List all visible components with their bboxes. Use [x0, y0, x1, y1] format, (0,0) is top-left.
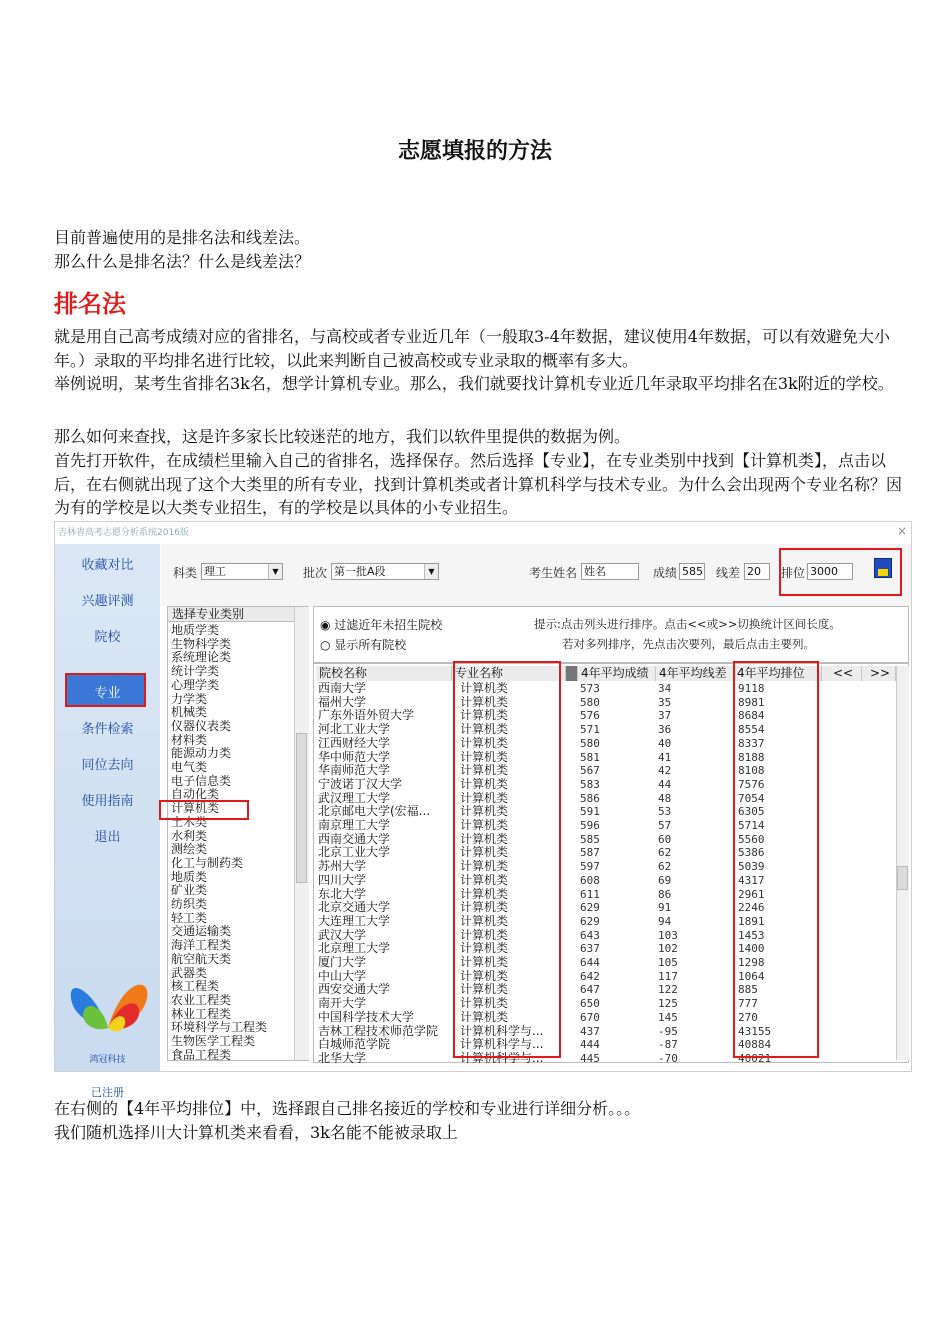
cell-avg-diff: 125	[658, 997, 678, 1011]
cell-avg-rank: 8684	[738, 709, 765, 723]
cell-major: 计算机类	[460, 708, 509, 723]
cell-avg-score: 580	[580, 695, 600, 709]
registered-status: 已注册	[91, 1086, 124, 1099]
cell-school: 宁波诺丁汉大学	[318, 776, 403, 791]
nav-exit[interactable]: 退出	[94, 830, 121, 845]
col-avg-diff[interactable]: 4年平均线差	[656, 666, 734, 681]
col-avg-score[interactable]: 4年平均成绩	[578, 666, 656, 681]
category-item[interactable]: 自动化类	[171, 787, 220, 802]
category-item[interactable]: 电子信息类	[171, 773, 232, 788]
cell-avg-rank: 5714	[738, 819, 765, 832]
cell-avg-score: 629	[580, 901, 600, 915]
cell-avg-rank: 7054	[738, 791, 765, 805]
cell-avg-diff: 62	[658, 846, 672, 860]
cell-avg-score: 445	[580, 1051, 600, 1065]
cell-avg-score: 596	[580, 819, 600, 832]
category-item[interactable]: 武器类	[171, 965, 208, 980]
results-grid	[313, 663, 909, 1063]
cell-avg-score: 567	[580, 764, 600, 778]
cell-major: 计算机类	[460, 763, 509, 778]
cell-major: 计算机类	[460, 735, 509, 750]
cell-avg-score: 583	[580, 777, 600, 791]
cell-avg-diff: 117	[658, 969, 678, 983]
cell-school: 河北工业大学	[318, 722, 391, 737]
cell-major: 计算机类	[460, 1009, 509, 1024]
cell-avg-diff: -87	[658, 1038, 678, 1052]
category-item[interactable]: 力学类	[171, 691, 208, 706]
cell-major: 计算机类	[460, 776, 509, 791]
cell-avg-score: 581	[580, 750, 600, 764]
cell-school: 福州大学	[318, 694, 367, 709]
cell-avg-rank: 8981	[738, 695, 765, 709]
category-item[interactable]: 统计学类	[171, 664, 220, 679]
subject-label: 科类	[173, 566, 198, 580]
cell-avg-rank: 5386	[738, 846, 765, 860]
save-icon[interactable]	[874, 558, 892, 578]
left-nav	[55, 544, 160, 1099]
chevron-down-icon: ▼	[268, 564, 282, 579]
cell-school: 苏州大学	[318, 859, 367, 874]
window-title: 吉林省高考志愿分析系统2016版	[55, 522, 911, 544]
category-item[interactable]: 水利类	[171, 828, 208, 843]
cell-avg-score: 611	[580, 887, 600, 901]
cell-avg-score: 587	[580, 846, 600, 860]
category-item[interactable]: 土木类	[171, 814, 208, 829]
cell-avg-score: 586	[580, 791, 600, 805]
cell-school: 西南大学	[318, 681, 367, 695]
batch-label: 批次	[303, 566, 328, 580]
cell-school: 白城师范学院	[318, 1037, 391, 1052]
category-item[interactable]: 纺织类	[171, 897, 208, 911]
cell-school: 北华大学	[318, 1050, 367, 1065]
score-field[interactable]: 585	[679, 563, 705, 580]
computer-category-highlight	[159, 800, 249, 820]
after-line-1: 在右侧的【4年平均排位】中，选择跟自己排名接近的学校和专业进行详细分析。。。	[54, 1099, 641, 1118]
cell-avg-rank: 2246	[738, 901, 765, 915]
cell-avg-rank: 40884	[738, 1038, 772, 1052]
cell-avg-rank: 8188	[738, 750, 765, 764]
cell-avg-rank: 5039	[738, 860, 765, 874]
cell-avg-score: 597	[580, 860, 600, 874]
paragraph-example: 举例说明，某考生省排名3k名，想学计算机专业。那么，我们就要找计算机专业近几年录取平均排名在3k附近的学校。	[54, 374, 894, 393]
section-heading: 排名法	[54, 290, 126, 318]
nav-search[interactable]: 条件检索	[81, 722, 134, 737]
cell-school: 北京理工大学	[318, 941, 391, 956]
cell-major: 计算机类	[460, 681, 509, 695]
paragraph-steps: 首先打开软件，在成绩栏里输入自己的省排名，选择保存。然后选择【专业】，在专业类别中找到【计算机类】，点击以后，在右侧就出现了这个大类里的所有专业，找到计算机类或者计算机科学与技术专业。为什么会出现两个专业名称？因为有的学校是以大类专业招生，有的学校是以具体的小专业招生。	[54, 451, 903, 517]
chevron-down-icon: ▼	[424, 564, 438, 579]
cell-avg-rank: 777	[738, 997, 758, 1011]
cell-school: 四川大学	[318, 872, 367, 887]
cell-avg-rank: 4317	[738, 873, 765, 887]
cell-avg-diff: -70	[658, 1051, 678, 1065]
cell-major: 计算机类	[460, 941, 509, 956]
after-line-2: 我们随机选择川大计算机类来看看，3k名能不能被录取上	[54, 1123, 458, 1142]
cell-avg-rank: 1298	[738, 956, 765, 969]
cell-avg-score: 573	[580, 682, 600, 695]
cell-school: 大连理工大学	[318, 913, 391, 928]
cell-avg-rank: 40021	[738, 1051, 772, 1065]
nav-major[interactable]: 专业	[94, 686, 121, 701]
category-item[interactable]: 测绘类	[171, 842, 208, 857]
diff-field[interactable]: 20	[744, 563, 770, 580]
category-item[interactable]: 地质学类	[171, 623, 220, 637]
cell-avg-score: 444	[580, 1038, 600, 1052]
category-item[interactable]: 仪器仪表类	[171, 718, 232, 733]
tip-line-2: 若对多列排序，先点击次要列，最后点击主要列。	[562, 637, 815, 651]
cell-avg-score: 650	[580, 997, 600, 1011]
name-label: 考生姓名	[529, 566, 578, 580]
cell-major: 计算机类	[460, 927, 509, 942]
category-scroll-thumb[interactable]	[296, 733, 307, 883]
cell-avg-score: 644	[580, 956, 600, 969]
category-item[interactable]: 材料类	[171, 732, 208, 747]
cell-avg-rank: 8554	[738, 723, 765, 737]
grid-scrollbar[interactable]	[896, 666, 909, 1060]
paragraph-howto: 那么如何来查找，这是许多家长比较迷茫的地方，我们以软件里提供的数据为例。	[54, 427, 631, 446]
cell-avg-rank: 8108	[738, 764, 765, 778]
cell-school: 西安交通大学	[318, 982, 391, 997]
cell-avg-diff: 102	[658, 942, 678, 956]
cell-avg-score: 585	[580, 832, 600, 846]
category-item[interactable]: 系统理论类	[171, 650, 232, 665]
cell-avg-diff: 91	[658, 901, 672, 915]
cell-major: 计算机类	[460, 968, 509, 983]
cell-school: 江西财经大学	[318, 735, 391, 750]
category-header: 选择专业类别	[168, 607, 294, 622]
cell-major: 计算机类	[460, 804, 509, 819]
nav-schools[interactable]: 院校	[94, 630, 121, 645]
cell-school: 南京理工大学	[318, 818, 391, 832]
cell-school: 华南师范大学	[318, 763, 391, 778]
cell-avg-score: 637	[580, 942, 600, 956]
category-item[interactable]: 林业工程类	[171, 1006, 232, 1021]
cell-avg-diff: 105	[658, 956, 678, 969]
cell-major: 计算机类	[460, 818, 509, 832]
category-scrollbar[interactable]	[294, 607, 309, 1060]
cell-avg-diff: 41	[658, 750, 672, 764]
category-list[interactable]	[167, 606, 309, 1061]
cell-major: 计算机类	[460, 872, 509, 887]
score-label: 成绩	[653, 566, 678, 580]
cell-major: 计算机类	[460, 722, 509, 737]
batch-select[interactable]	[331, 563, 439, 580]
cell-avg-rank: 1064	[738, 969, 765, 983]
cell-avg-score: 629	[580, 914, 600, 928]
category-item[interactable]: 海洋工程类	[171, 938, 232, 953]
cell-avg-rank: 885	[738, 983, 758, 997]
cell-major: 计算机科学与...	[460, 1023, 544, 1038]
option-show-all[interactable]: ○ 显示所有院校	[320, 638, 407, 652]
rank-field[interactable]: 3000	[807, 563, 853, 580]
cell-avg-score: 591	[580, 805, 600, 819]
cell-major: 计算机类	[460, 982, 509, 997]
category-item[interactable]: 航空航天类	[171, 951, 232, 966]
category-item[interactable]: 生物医学工程类	[171, 1034, 256, 1048]
col-marker	[566, 666, 578, 681]
cell-major: 计算机类	[460, 749, 509, 764]
category-item[interactable]: 化工与制药类	[171, 855, 244, 870]
category-item[interactable]: 矿业类	[171, 883, 208, 898]
option-filter-label: 过滤近年未招生院校	[334, 618, 443, 632]
cell-school: 武汉大学	[318, 927, 367, 942]
cell-avg-diff: 122	[658, 983, 678, 997]
subject-select[interactable]	[201, 563, 283, 580]
cell-avg-score: 437	[580, 1024, 600, 1038]
intro-line-2: 那么什么是排名法？什么是线差法？	[54, 252, 311, 271]
cell-avg-diff: 34	[658, 682, 672, 695]
cell-avg-score: 571	[580, 723, 600, 737]
cell-major: 计算机科学与...	[460, 1050, 544, 1065]
category-item[interactable]: 农业工程类	[171, 992, 232, 1007]
software-screenshot	[54, 521, 912, 1099]
cell-school: 北京交通大学	[318, 900, 391, 915]
tip-line-1: 提示:点击列头进行排序。点击<<或>>切换统计区间长度。	[534, 617, 841, 631]
cell-avg-diff: 40	[658, 736, 672, 750]
cell-major: 计算机类	[460, 900, 509, 915]
butterfly-logo-icon	[63, 968, 153, 1048]
rank-column-highlight	[733, 661, 819, 1058]
cell-school: 南开大学	[318, 996, 367, 1011]
cell-avg-rank: 270	[738, 1010, 758, 1024]
category-item[interactable]: 轻工类	[171, 910, 208, 925]
cell-school: 北京邮电大学(宏福...	[318, 804, 431, 819]
cell-avg-diff: 44	[658, 777, 672, 791]
cell-major: 计算机类	[460, 790, 509, 805]
category-item[interactable]: 电气类	[171, 760, 208, 774]
category-item[interactable]: 生物科学类	[171, 636, 232, 651]
cell-avg-rank: 2961	[738, 887, 765, 901]
cell-avg-score: 647	[580, 983, 600, 997]
option-show-all-label: 显示所有院校	[334, 638, 407, 652]
cell-major: 计算机类	[460, 845, 509, 860]
cell-avg-diff: 53	[658, 805, 672, 819]
cell-avg-score: 642	[580, 969, 600, 983]
cell-major: 计算机类	[460, 886, 509, 901]
option-filter[interactable]: ◉ 过滤近年未招生院校	[320, 618, 443, 632]
cell-avg-score: 580	[580, 736, 600, 750]
cell-major: 计算机类	[460, 831, 509, 846]
rank-label: 排位	[781, 566, 806, 580]
cell-major: 计算机科学与...	[460, 1037, 544, 1052]
cell-school: 西南交通大学	[318, 831, 391, 846]
category-item[interactable]: 核工程类	[171, 979, 220, 994]
cell-avg-diff: 36	[658, 723, 672, 737]
cell-major: 计算机类	[460, 913, 509, 928]
cell-avg-diff: 69	[658, 873, 672, 887]
cell-major: 计算机类	[460, 859, 509, 874]
cell-avg-rank: 1891	[738, 914, 765, 928]
cell-major: 计算机类	[460, 955, 509, 969]
category-item[interactable]: 交通运输类	[171, 924, 232, 939]
cell-avg-rank: 43155	[738, 1024, 772, 1038]
intro-line-1: 目前普遍使用的是排名法和线差法。	[54, 228, 311, 247]
major-column-highlight	[453, 661, 561, 1058]
col-avg-rank[interactable]: 4年平均排位	[734, 666, 822, 681]
cell-school: 中国科学技术大学	[318, 1009, 415, 1024]
cell-school: 中山大学	[318, 968, 367, 983]
category-item[interactable]: 食品工程类	[171, 1047, 232, 1062]
cell-school: 吉林工程技术师范学院	[318, 1023, 439, 1038]
category-item[interactable]: 计算机类	[171, 801, 220, 816]
cell-avg-rank: 7576	[738, 777, 765, 791]
grid-scroll-thumb[interactable]	[897, 866, 908, 890]
category-item[interactable]: 机械类	[171, 705, 208, 720]
close-icon[interactable]: ×	[896, 524, 907, 538]
cell-avg-diff: 60	[658, 832, 672, 846]
diff-label: 线差	[716, 566, 741, 580]
cell-avg-diff: 35	[658, 695, 672, 709]
cell-major: 计算机类	[460, 996, 509, 1011]
cell-school: 华中师范大学	[318, 749, 391, 764]
category-item[interactable]: 能源动力类	[171, 746, 232, 761]
brand-name: 鸿冠科技	[89, 1055, 126, 1065]
cell-avg-diff: 42	[658, 764, 672, 778]
category-item[interactable]: 心理学类	[171, 677, 220, 692]
subject-value: 理工	[204, 565, 226, 578]
cell-avg-diff: 86	[658, 887, 672, 901]
cell-avg-score: 670	[580, 1010, 600, 1024]
cell-avg-diff: 37	[658, 709, 672, 723]
cell-avg-diff: 103	[658, 928, 678, 942]
cell-avg-rank: 1453	[738, 928, 765, 942]
cell-avg-rank: 6305	[738, 805, 765, 819]
cell-school: 北京工业大学	[318, 845, 391, 860]
cell-school: 广东外语外贸大学	[318, 708, 415, 723]
name-field[interactable]: 姓名	[581, 563, 639, 580]
cell-avg-rank: 5560	[738, 832, 765, 846]
cell-avg-diff: 48	[658, 791, 672, 805]
nav-peer-destination[interactable]: 同位去向	[81, 758, 134, 773]
cell-avg-diff: 94	[658, 914, 672, 928]
batch-value: 第一批A段	[334, 565, 386, 578]
document-title: 志愿填报的方法	[397, 139, 552, 164]
cell-avg-rank: 9118	[738, 682, 765, 695]
cell-avg-score: 576	[580, 709, 600, 723]
cell-avg-rank: 1400	[738, 942, 765, 956]
prev-range-button[interactable]: <<	[822, 666, 862, 681]
cell-avg-diff: 145	[658, 1010, 678, 1024]
nav-interest-test[interactable]: 兴趣评测	[81, 594, 134, 609]
cell-avg-rank: 8337	[738, 736, 765, 750]
filter-options	[313, 606, 909, 663]
cell-major: 计算机类	[460, 694, 509, 709]
cell-avg-score: 643	[580, 928, 600, 942]
category-item[interactable]: 地质类	[171, 869, 208, 884]
cell-avg-score: 608	[580, 873, 600, 887]
cell-avg-diff: 57	[658, 819, 672, 832]
next-range-button[interactable]: >>	[862, 666, 896, 681]
category-item[interactable]: 环境科学与工程类	[171, 1020, 268, 1035]
col-school[interactable]: 院校名称	[316, 666, 452, 681]
cell-avg-diff: 62	[658, 860, 672, 874]
cell-avg-diff: -95	[658, 1024, 678, 1038]
paragraph-definition: 就是用自己高考成绩对应的省排名，与高校或者专业近几年（一般取3-4年数据，建议使用4年数据，可以有效避免大小年。）录取的平均排名进行比较，以此来判断自己被高校或专业录取的概率有多大。	[54, 327, 890, 370]
nav-favorites[interactable]: 收藏对比	[81, 558, 134, 573]
nav-guide[interactable]: 使用指南	[81, 794, 134, 809]
cell-school: 武汉理工大学	[318, 790, 391, 805]
cell-school: 厦门大学	[318, 955, 367, 969]
cell-school: 东北大学	[318, 886, 367, 901]
col-major[interactable]: 专业名称	[452, 666, 566, 681]
